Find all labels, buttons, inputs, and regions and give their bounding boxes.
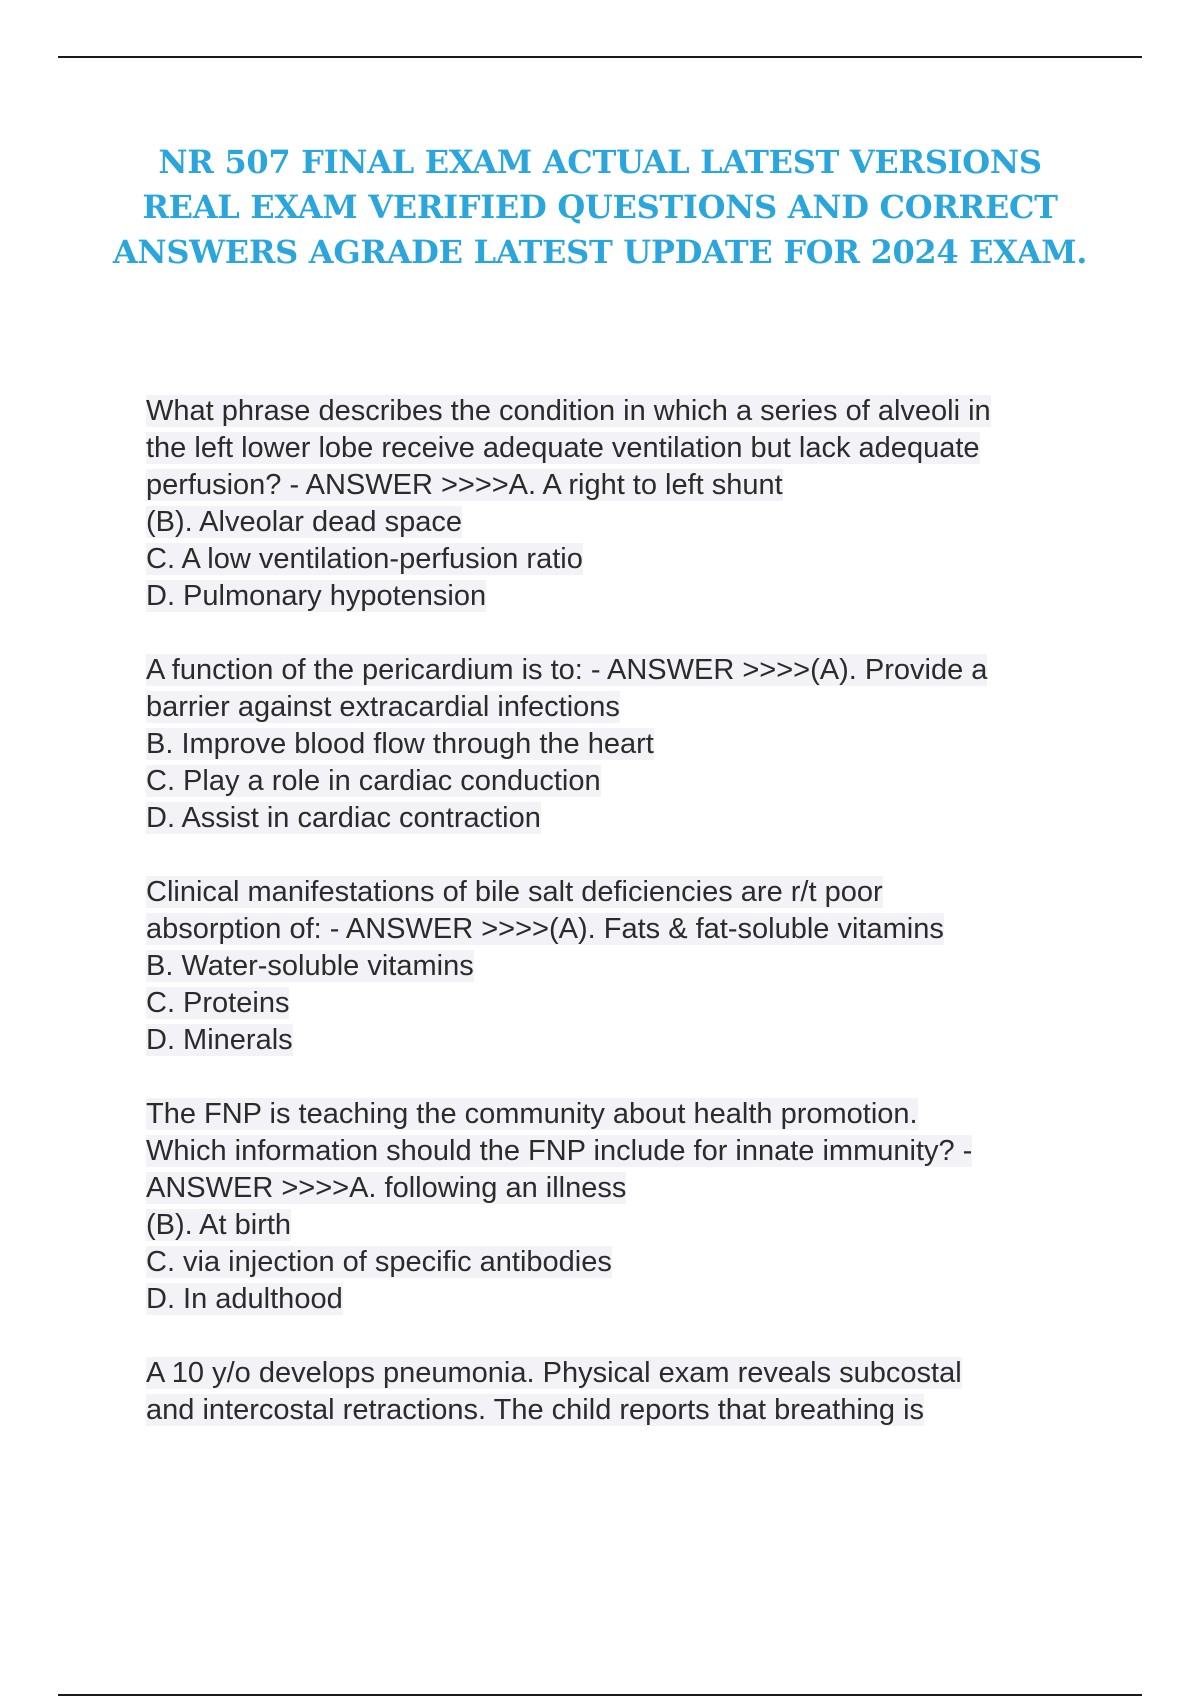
question-3-line-1: Clinical manifestations of bile salt deficiencies are r/t poor [146,876,883,908]
question-4-line-1: The FNP is teaching the community about health promotion. [146,1098,918,1130]
title-line-1: NR 507 FINAL EXAM ACTUAL LATEST VERSIONS [158,143,1042,181]
title-line-3: ANSWERS AGRADE LATEST UPDATE FOR 2024 EXAM. [112,233,1088,271]
question-5-line-1: A 10 y/o develops pneumonia. Physical exam reveals subcostal [146,1357,962,1389]
question-4-option-d: D. In adulthood [146,1283,343,1315]
question-2-option-c: C. Play a role in cardiac conduction [146,765,601,797]
question-3-option-c: C. Proteins [146,987,290,1019]
question-4-option-c: C. via injection of specific antibodies [146,1246,612,1278]
question-block-5 [146,1355,1106,1429]
question-4-line-2: Which information should the FNP include for innate immunity? - [146,1135,973,1167]
question-4-line-3: ANSWER >>>>A. following an illness [146,1172,627,1204]
question-3-line-2: absorption of: - ANSWER >>>>(A). Fats & fat-soluble vitamins [146,913,944,945]
question-1-option-d: D. Pulmonary hypotension [146,580,487,612]
question-block-3 [146,874,1106,1059]
question-1-line-3: perfusion? - ANSWER >>>>A. A right to left shunt [146,469,783,501]
question-1-option-b: (B). Alveolar dead space [146,506,462,538]
question-5-line-2: and intercostal retractions. The child reports that breathing is [146,1394,925,1426]
title-line-2: REAL EXAM VERIFIED QUESTIONS AND CORRECT [142,188,1058,226]
question-1-line-1: What phrase describes the condition in which a series of alveoli in [146,395,991,427]
question-3-option-d: D. Minerals [146,1024,293,1056]
question-block-1 [146,393,1106,615]
question-3-option-b: B. Water-soluble vitamins [146,950,474,982]
top-rule [58,56,1142,58]
question-1-line-2: the left lower lobe receive adequate ventilation but lack adequate [146,432,980,464]
bottom-rule [58,1694,1142,1696]
question-2-option-b: B. Improve blood flow through the heart [146,728,654,760]
question-2-option-d: D. Assist in cardiac contraction [146,802,541,834]
question-list [146,393,1106,1466]
question-block-2 [146,652,1106,837]
question-block-4 [146,1096,1106,1318]
document-title [60,140,1140,275]
question-2-line-1: A function of the pericardium is to: - ANSWER >>>>(A). Provide a [146,654,988,686]
question-2-line-2: barrier against extracardial infections [146,691,620,723]
question-4-option-b: (B). At birth [146,1209,292,1241]
question-1-option-c: C. A low ventilation-perfusion ratio [146,543,583,575]
